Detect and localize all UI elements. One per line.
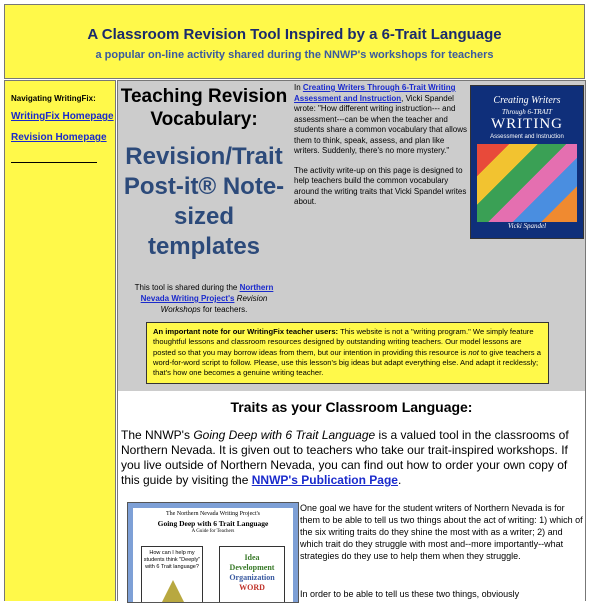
traits-section bbox=[118, 391, 585, 601]
book-line-2: Through 6-TRAIT bbox=[501, 108, 553, 116]
book-line-3: WRITING bbox=[491, 116, 563, 132]
goal-paragraph-2: In order to be able to tell us these two things, obviously bbox=[300, 589, 520, 599]
revision-homepage-link[interactable]: Revision Homepage bbox=[11, 132, 107, 143]
main-content bbox=[117, 80, 586, 601]
guide-side-1: Idea bbox=[244, 553, 260, 562]
guide-question-box: How can I help my students think "Deeply" with 6 Trait language? bbox=[141, 546, 203, 603]
guide-panel bbox=[133, 508, 293, 603]
teacher-note-box bbox=[146, 322, 549, 384]
note-heading: An important note for our WritingFix teacher users: bbox=[153, 327, 339, 336]
right-column bbox=[294, 83, 468, 217]
writingfix-homepage-link[interactable]: WritingFix Homepage bbox=[11, 111, 114, 122]
sidebar-nav-title: Navigating WritingFix: bbox=[11, 94, 96, 103]
guide-side-2: Development bbox=[229, 563, 275, 572]
goal-paragraph: One goal we have for the student writers of Northern Nevada is for them to be able to tell us two things about the act of writing: 1) which of the six writing traits do they shine the most with as a writer; 2) and which trait do they struggle with most and--more importantly--what strategies do they use to help them when they struggle. bbox=[300, 503, 583, 561]
share-note-suffix: for teachers. bbox=[200, 305, 248, 314]
guide-traits-box bbox=[219, 546, 285, 603]
teaching-revision-heading: Teaching Revision Vocabulary: bbox=[120, 86, 288, 130]
share-note-prefix: This tool is shared during the bbox=[134, 283, 240, 292]
traits-intro bbox=[121, 428, 581, 488]
publication-page-link[interactable]: NNWP's Publication Page bbox=[251, 473, 398, 487]
guide-cover-image bbox=[127, 502, 299, 603]
quote-prefix: In bbox=[294, 83, 303, 92]
book-line-1: Creating Writers bbox=[493, 95, 561, 106]
traits-heading: Traits as your Classroom Language: bbox=[230, 399, 473, 415]
intro-b: is a valued tool in the classrooms of Northern Nevada. It is given out to teachers who take our trait-inspired workshops. If you live outside of Northern Nevada, you can find out how to order your own copy of this guide by visiting the bbox=[121, 428, 569, 487]
guide-side-3: Organization bbox=[229, 573, 275, 582]
activity-description: The activity write-up on this page is designed to help teachers build the common vocabulary around the writing traits that Vicki Spandel writes about. bbox=[294, 165, 467, 206]
book-cover-art bbox=[477, 144, 577, 222]
intro-a: The NNWP's bbox=[121, 428, 194, 442]
note-text-a: This website is not a "writing program." We simply feature thoughtful lessons and classroom resources designed by outstanding writing teachers. Our model lessons are posted so that you may borrow ideas from them, but our intention in providing this resource is bbox=[153, 327, 534, 357]
guide-side-4: WORD bbox=[239, 583, 265, 592]
book-author: Vicki Spandel bbox=[507, 222, 547, 230]
book-cover-image bbox=[470, 85, 584, 239]
page-title: A Classroom Revision Tool Inspired by a 6-Trait Language bbox=[87, 26, 502, 43]
guide-line-3: A Guide for Teachers bbox=[191, 529, 235, 534]
share-note bbox=[124, 282, 284, 315]
spandel-quote bbox=[294, 83, 468, 157]
intro-c: . bbox=[397, 473, 402, 487]
nnwp-link[interactable]: Northern Nevada Writing Project's bbox=[140, 283, 274, 303]
guide-line-1: The Northern Nevada Writing Project's bbox=[165, 511, 261, 517]
revision-trait-title: Revision/Trait Post-it® Note-sized templates bbox=[123, 143, 285, 260]
quote-text: , Vicki Spandel wrote: "How different writing instruction--- and assessment---can be when the teacher and students share a common vocabulary that allows them to think, speak, assess, and plan like writers. Suddenly, there's no more mystery." bbox=[294, 93, 467, 155]
page-header bbox=[4, 4, 585, 79]
sidebar bbox=[4, 80, 116, 601]
share-note-workshops: Revision Workshops bbox=[160, 294, 268, 314]
book-line-4: Assessment and Instruction bbox=[490, 134, 564, 140]
intro-guide-title: Going Deep with 6 Trait Language bbox=[193, 428, 376, 442]
note-text-b: to give teachers a word-for-word script to follow. Please, use this lesson's big ideas but adapt everything else. And adapt it recklessly; that's how one becomes a genuine writing teacher. bbox=[153, 347, 541, 378]
page-subtitle: a popular on-line activity shared during the NNWP's workshops for teachers bbox=[95, 49, 494, 61]
sidebar-divider bbox=[11, 162, 97, 163]
guide-line-2: Going Deep with 6 Trait Language bbox=[157, 519, 269, 528]
note-emphasis: not bbox=[468, 347, 479, 357]
left-column bbox=[118, 81, 290, 315]
creating-writers-link[interactable]: Creating Writers Through 6-Trait Writing Assessment and Instruction bbox=[294, 83, 456, 103]
